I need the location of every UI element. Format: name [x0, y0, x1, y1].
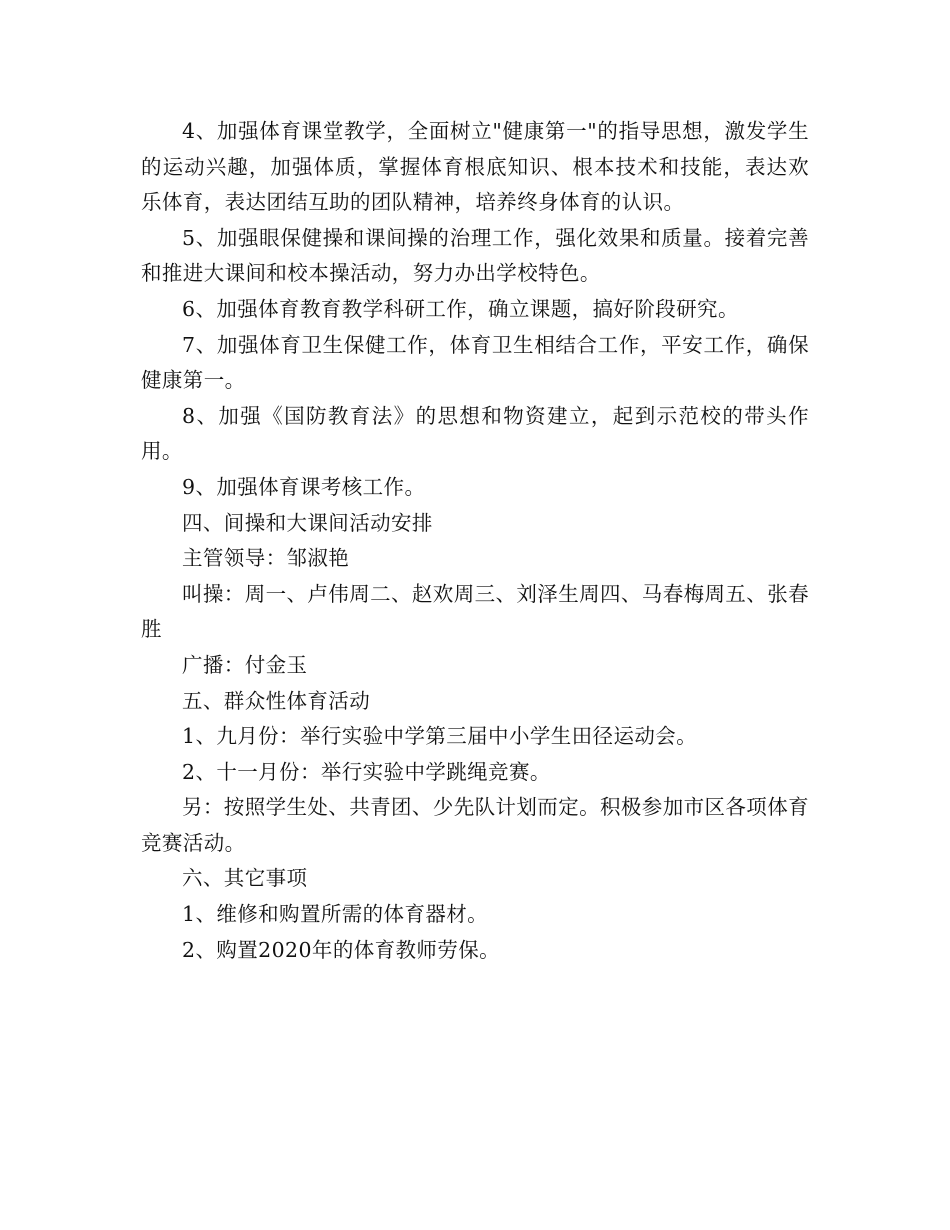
section-heading-4: 四、间操和大课间活动安排 — [182, 510, 433, 535]
activity-item-2: 2、十一月份：举行实验中学跳绳竞赛。 — [182, 759, 551, 784]
exercise-caller-line: 叫操：周一、卢伟周二、赵欢周三、刘泽生周四、马春梅周五、张春胜 — [141, 581, 809, 642]
broadcast-line: 广播：付金玉 — [182, 652, 308, 677]
paragraph-item-9: 9、加强体育课考核工作。 — [182, 474, 426, 499]
paragraph-item-4: 4、加强体育课堂教学，全面树立"健康第一"的指导思想，激发学生的运动兴趣，加强体质，掌握体育根底知识、根本技术和技能，表达欢乐体育，表达团结互助的团队精神，培养终身体育的认识。 — [141, 119, 809, 215]
supervisor-line: 主管领导：邹淑艳 — [182, 546, 350, 571]
paragraph-item-6: 6、加强体育教育教学科研工作，确立课题，搞好阶段研究。 — [182, 296, 739, 321]
other-item-2: 2、购置2020年的体育教师劳保。 — [182, 937, 501, 962]
additional-note: 另：按照学生处、共青团、少先队计划而定。积极参加市区各项体育竞赛活动。 — [141, 795, 809, 855]
activity-item-1: 1、九月份：举行实验中学第三届中小学生田径运动会。 — [182, 724, 698, 749]
document-body — [141, 114, 809, 968]
section-heading-6: 六、其它事项 — [182, 866, 308, 891]
section-heading-5: 五、群众性体育活动 — [182, 688, 371, 713]
paragraph-item-8: 8、加强《国防教育法》的思想和物资建立，起到示范校的带头作用。 — [141, 403, 809, 464]
other-item-1: 1、维修和购置所需的体育器材。 — [182, 902, 489, 927]
paragraph-item-5: 5、加强眼保健操和课间操的治理工作，强化效果和质量。接着完善和推进大课间和校本操活动，努力办出学校特色。 — [141, 225, 809, 286]
paragraph-item-7: 7、加强体育卫生保健工作，体育卫生相结合工作，平安工作，确保健康第一。 — [141, 332, 809, 393]
